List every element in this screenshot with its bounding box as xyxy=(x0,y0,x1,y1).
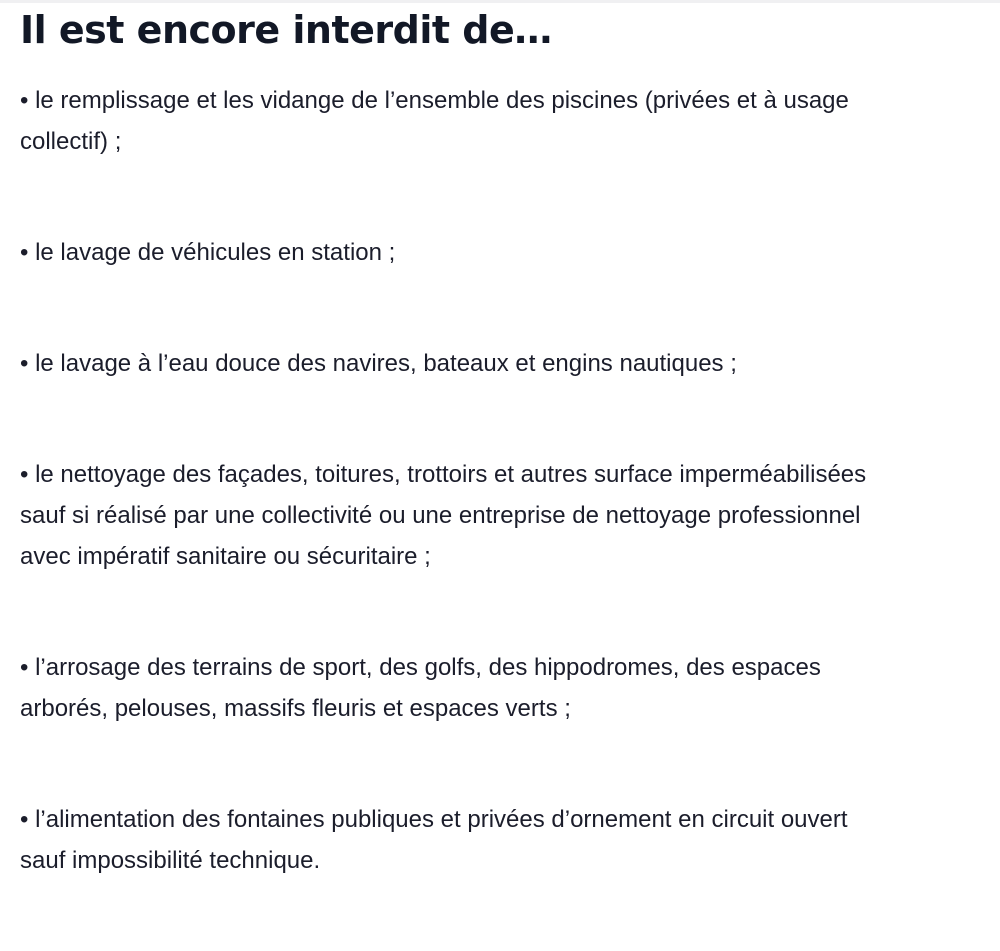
list-item-line: • le remplissage et les vidange de l’ensemble des piscines (privées et à usage xyxy=(20,87,849,114)
list-item-line: sauf si réalisé par une collectivité ou une entreprise de nettoyage professionnel xyxy=(20,502,861,529)
list-item-line: • le nettoyage des façades, toitures, trottoirs et autres surface imperméabilisées xyxy=(20,461,867,488)
list-item xyxy=(20,343,990,384)
list-item xyxy=(20,799,990,881)
list-item xyxy=(20,647,990,729)
list-item-line: • le lavage à l’eau douce des navires, bateaux et engins nautiques ; xyxy=(20,350,737,377)
list-item-line: • l’alimentation des fontaines publiques et privées d’ornement en circuit ouvert xyxy=(20,806,848,833)
list-item xyxy=(20,232,990,273)
list-item-line: • le lavage de véhicules en station ; xyxy=(20,239,396,266)
list-item-line: • l’arrosage des terrains de sport, des golfs, des hippodromes, des espaces xyxy=(20,654,821,681)
top-divider xyxy=(0,0,1000,3)
list-item-line: sauf impossibilité technique. xyxy=(20,847,321,874)
list-item-line: collectif) ; xyxy=(20,128,122,155)
list-item-line: arborés, pelouses, massifs fleuris et espaces verts ; xyxy=(20,695,571,722)
list-item xyxy=(20,454,990,577)
prohibition-list xyxy=(20,80,990,951)
list-item xyxy=(20,80,990,162)
list-item-line: avec impératif sanitaire ou sécuritaire ; xyxy=(20,543,431,570)
page-heading: Il est encore interdit de… xyxy=(20,8,552,52)
